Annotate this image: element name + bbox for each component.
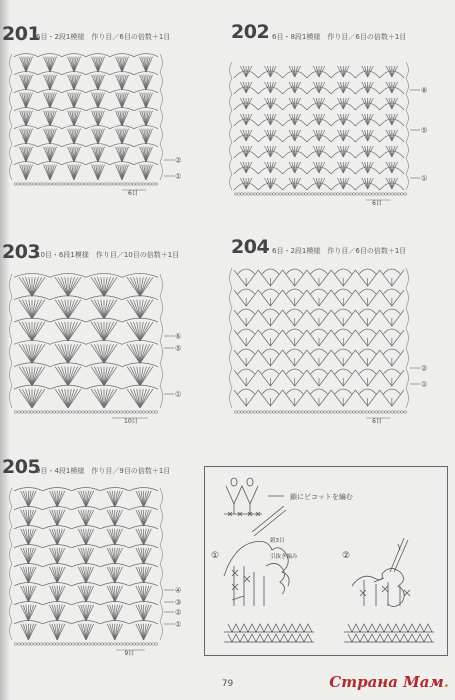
step1-note-chain: 鎖3目 [270,538,285,544]
svg-text:④: ④ [175,586,182,595]
svg-text:①: ① [175,620,182,629]
pattern-204-chart [226,262,440,426]
svg-text:②: ② [421,364,428,373]
svg-text:6目: 6目 [372,200,382,207]
pattern-201-number: 201 [2,23,41,45]
pattern-205-description: 9目・4段1模様 作り目／9目の倍数＋1目 [36,467,171,475]
svg-text:9目: 9目 [124,650,135,657]
pattern-204-number: 204 [231,236,270,258]
pattern-203-chart [8,268,200,430]
fabric-base-rows [224,624,434,642]
logo-dot: . [443,673,449,691]
svg-text:②: ② [175,156,182,165]
picot-symbol-diagram [224,478,284,516]
pattern-203-description: 10目・6段1模様 作り目／10目の倍数＋1目 [36,251,180,259]
pattern-202-number: 202 [231,21,270,43]
svg-text:10目: 10目 [124,418,138,425]
pattern-201-chart [8,48,200,198]
svg-text:6目: 6目 [128,190,138,197]
page-number: 79 [221,679,234,689]
svg-text:②: ② [175,608,182,617]
svg-text:⑧: ⑧ [421,86,428,95]
svg-text:③: ③ [175,598,182,607]
logo-text: Страна Мам [329,673,444,691]
svg-text:⑤: ⑤ [421,126,428,135]
svg-text:①: ① [421,380,428,389]
pattern-201-description: 6目・2段1模様 作り目／6目の倍数＋1目 [36,33,171,41]
pattern-203-number: 203 [2,241,41,263]
step2-marker: ② [342,551,351,561]
svg-text:⑥: ⑥ [175,332,182,341]
svg-text:①: ① [175,390,182,399]
step2-illustration [352,538,410,607]
strana-mam-logo [329,673,449,691]
svg-text:6目: 6目 [372,418,382,425]
svg-text:①: ① [175,172,182,181]
pattern-204-description: 6目・2段1模様 作り目／6目の倍数＋1目 [272,247,407,255]
pattern-202-chart [226,52,440,207]
pattern-205-number: 205 [2,456,41,478]
step1-marker: ① [211,551,220,561]
svg-text:⑤: ⑤ [175,344,182,353]
svg-text:①: ① [421,174,428,183]
pattern-205-chart [8,482,200,664]
picot-instruction-box [204,466,448,656]
step1-note-slip: 引抜き編み [270,554,298,560]
pattern-202-description: 6目・8段1模様 作り目／6目の倍数＋1目 [272,33,407,41]
picot-box-title: 鎖にピコットを編む [290,493,353,501]
